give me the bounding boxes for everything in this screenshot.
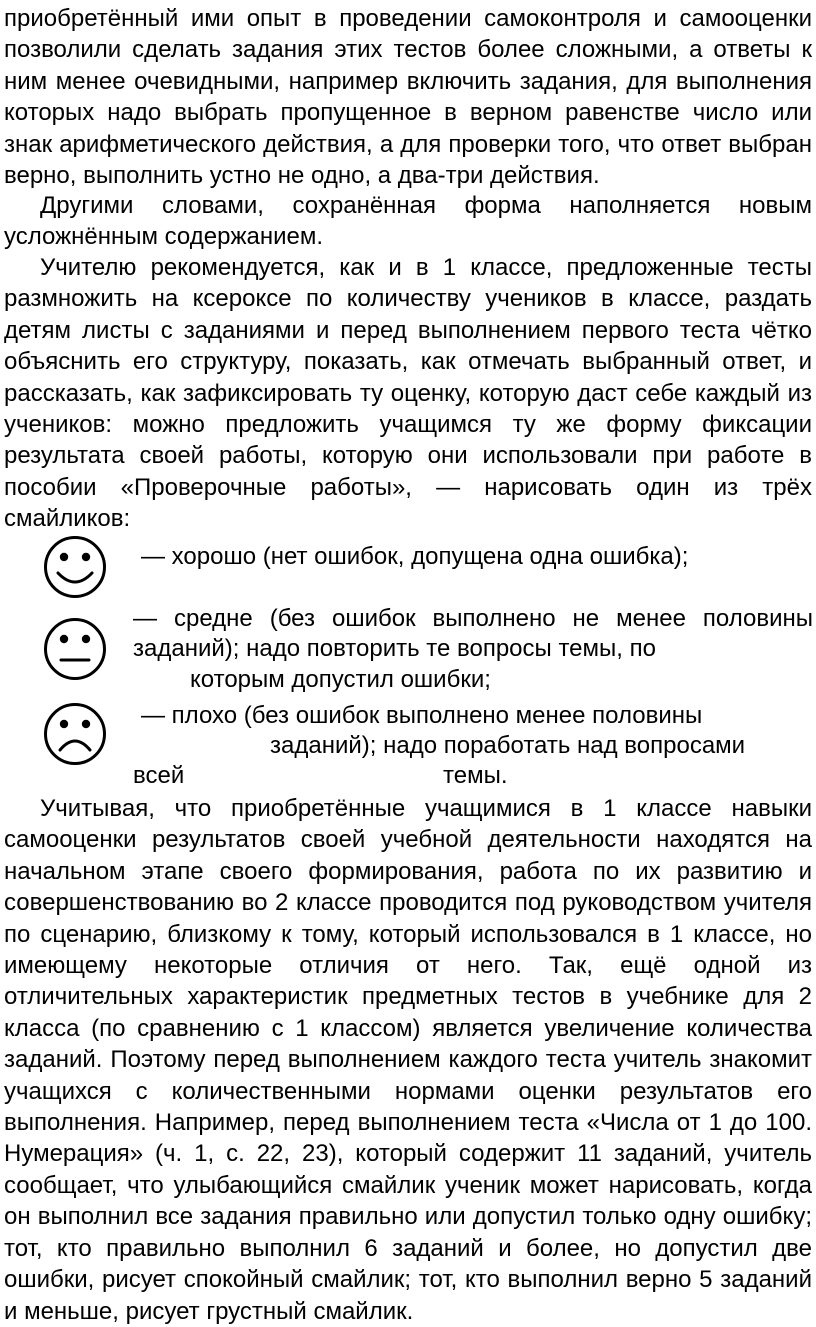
neutral-face-icon (43, 617, 107, 681)
legend-medium-line-2: заданий); надо повторить те вопросы темы, по (133, 635, 656, 662)
legend-bad-word-all: всей (133, 762, 185, 789)
paragraph-teacher-recommendation: Учителю рекомендуется, как и в 1 классе, предложенные тесты размножить на ксероксе по количеству учеников в классе, раздать детям листы с заданиями и перед выполнением первого теста чётко объяснить его структуру, показать, как отмечать выбранный ответ, и рассказать, как зафиксировать ту оценку, которую даст себе каждый из учеников: можно предложить учащимся ту же форму фиксации результата своей работы, которую они использовали при работе в пособии «Проверочные работы», — нарисовать один из трёх смайликов: (4, 254, 812, 533)
paragraph-test-assessment-norms: Учитывая, что приобретённые учащимися в 1 классе навыки самооценки результатов своей учебной деятельности находятся на начальном этапе своего формирования, работа по их развитию и совершенствованию во 2 классе проводится под руководством учителя по сценарию, близкому к тому, который использовался в 1 классе, но имеющему некоторые отличия от него. Так, ещё одной из отличительных характеристик предметных тестов в учебнике для 2 класса (по сравнению с 1 классом) является увеличение количества заданий. Поэтому перед выполнением каждого теста учитель знакомит учащихся с количественными нормами оценки результатов его выполнения. Например, перед выполнением теста «Числа от 1 до 100. Нумерация» (ч. 1, с. 22, 23), который содержит 11 заданий, учитель сообщает, что улыбающийся смайлик ученик может нарисовать, когда он выполнил все задания правильно или допустил только одну ошибку; тот, кто правильно выполнил 6 заданий и более, но допустил две ошибки, рисует спокойный смайлик; тот, кто выполнил верно 5 заданий и меньше, рисует грустный смайлик. (4, 795, 812, 1325)
paragraph-other-words: Другими словами, сохранённая форма наполняется новым усложнённым содержанием. (4, 192, 812, 251)
legend-bad-word-topic: темы. (443, 762, 508, 789)
paragraph-self-assessment-experience: приобретённый ими опыт в проведении самоконтроля и самооценки позволили сделать задания этих тестов более сложными, а ответы к ним менее очевидными, например включить задания, для выполнения которых надо выбрать пропущенное в верном равенстве число или знак арифметического действия, а для проверки того, что ответ выбран верно, выполнить устно не одно, а два-три действия. (4, 5, 812, 190)
legend-bad-line-1: — плохо (без ошибок выполнено менее половины (141, 702, 703, 729)
legend-good-text: — хорошо (нет ошибок, допущена одна ошибка); (141, 543, 689, 570)
sad-face-icon (43, 702, 107, 766)
smiling-face-icon (43, 535, 107, 599)
legend-medium-line-3: которым допустил ошибки; (190, 666, 491, 693)
legend-bad-line-2: заданий); надо поработать над вопросами (270, 732, 746, 759)
legend-medium-line-1: — средне (без ошибок выполнено не менее половины (133, 605, 813, 632)
